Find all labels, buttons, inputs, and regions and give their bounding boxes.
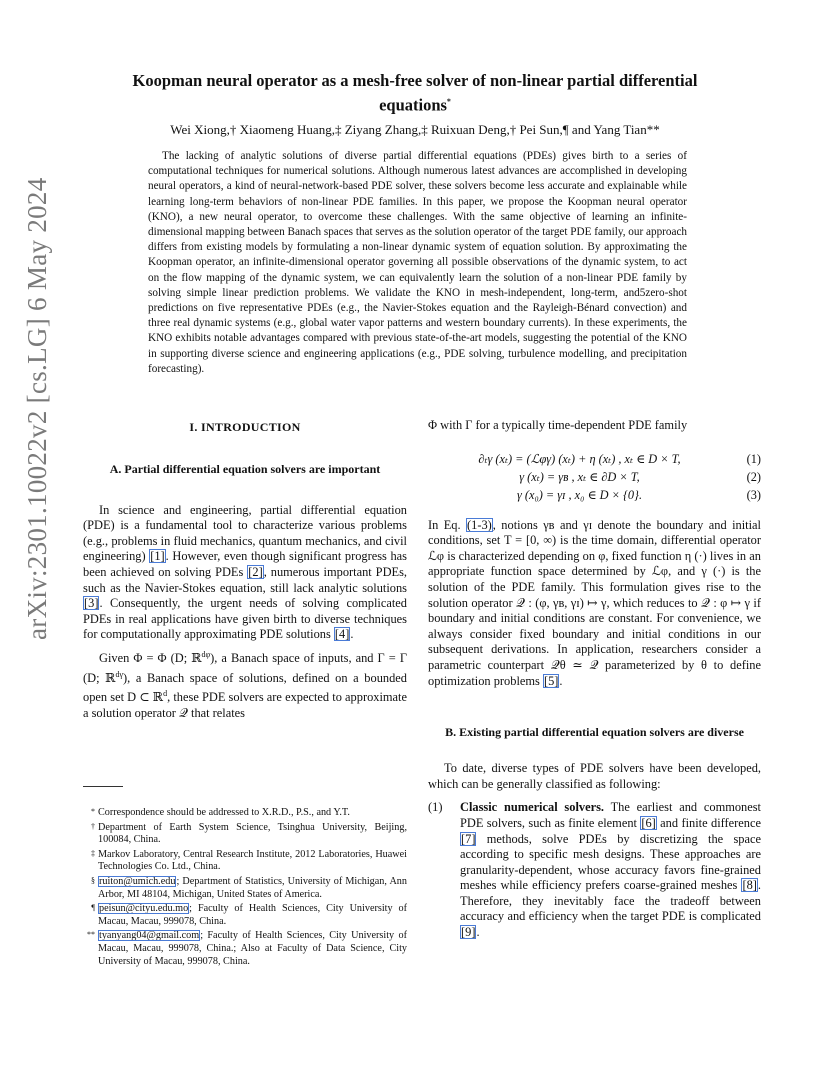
citation-link[interactable]: [7] (461, 831, 476, 846)
arxiv-identifier: arXiv:2301.10022v2 [cs.LG] 6 May 2024 (22, 177, 52, 640)
equation-3: γ (x₀) = γɪ , x₀ ∈ D × {0}. (3) (516, 487, 761, 502)
email-link[interactable]: peisun@cityu.edu.mo (99, 903, 189, 915)
section-heading-introduction: I. INTRODUCTION (189, 420, 301, 434)
intro-paragraph-2: Given Φ = Φ (D; ℝ$^{d\varphi}$), a Banach space of inputs, and Γ = Γ (D; ℝ$^{d\gamma}$), a Banach space of solutions, defined on a bounded open set D ⊂ ℝ$^d$, these PDE solvers are expected to approximate a solution operator 𝒬 that relates (83, 649, 407, 721)
footnote-rule (83, 786, 123, 787)
intro-paragraph-1: In science and engineering, partial differential equation (PDE) is a fundamental tool to characterize various problems (e.g., problems in fluid mechanics, quantum mechanics, and civil engineering) [1]. However, even though significant progress has been achieved on solving PDEs [2], numerous important PDEs, such as the Navier-Stokes equation, still lack analytic solutions [3]. Consequently, the urgent needs of solving complicated PDEs in real applications have given birth to diverse techniques for computationally approximating PDE solutions [4]. (83, 502, 408, 642)
equation-explanation-paragraph: In Eq. (1-3), notions γʙ and γɪ denote the boundary and initial conditions, set T = [0, ∞) is the time domain, differential operator ℒφ is characterized depending on φ, fixed function η (·) lives in an appropriate function space determined by ℒφ, and γ (·) is the solution of the PDE family. This formulation gives rise to the solution operator 𝒬 : (φ, γʙ, γɪ) ↦ γ, which reduces to 𝒬 : φ ↦ γ if boundary and initial conditions are constant. For convenience, we always consider fixed boundary and initial conditions in our subsequent derivations. In application, researchers consider a parametric counterpart 𝒬θ ≃ 𝒬 parameterized by θ to define optimization problems [5]. (428, 517, 761, 688)
right-column (428, 418, 761, 941)
equation-ref-link[interactable]: (1-3) (467, 517, 492, 532)
footnote: ** tyanyang04@gmail.com; Faculty of Health Sciences, City University of Macau, Macau, 999078, China.; Also at Faculty of Data Science, City University of Macau, 999078, China. (87, 930, 407, 967)
citation-link[interactable]: [1] (150, 549, 165, 564)
author-list: Wei Xiong,† Xiaomeng Huang,‡ Ziyang Zhang,‡ Ruixuan Deng,† Pei Sun,¶ and Yang Tian** (170, 122, 660, 137)
citation-link[interactable]: [5] (543, 673, 559, 688)
title-footnote-mark[interactable]: * (446, 97, 451, 106)
subsection-heading-a: A. Partial differential equation solvers are important (109, 461, 381, 476)
abstract: The lacking of analytic solutions of diverse partial differential equations (PDEs) gives birth to a series of computational techniques for numerical solutions. Although numerous latest advances are accomplished in developing neural operators, a kind of neural-network-based PDE solver, these solvers become less accurate and explainable while learning long-term behaviors of non-linear PDE families. In this paper, we propose the Koopman neural operator (KNO), a new neural operator, to overcome these challenges. With the same objective of learning an infinite-dimensional mapping between Banach spaces that serves as the solution operator of the target PDE family, our approach differs from existing models by formulating a non-linear dynamic system of equation solution. By approximating the Koopman operator, an infinite-dimensional operator governing all possible observations of the dynamic system, to act on the flow mapping of the dynamic system, we can equivalently learn the solution of a non-linear PDE family by solving simple linear prediction problems. We validate the KNO in mesh-independent, long-term, and5zero-shot predictions on five representative PDEs (e.g., the Navier-Stokes equation and the Rayleigh-Bénard convection) and three real dynamic systems (e.g., global water vapor patterns and western boundary currents). In these experiments, the KNO exhibits notable advantages compared with previous state-of-the-art models, suggesting the potential of the KNO in supporting diverse science and engineering applications (e.g., PDE solving, turbulence modelling, and precipitation forecasting). (148, 150, 688, 375)
paper-title (90, 70, 740, 116)
equation-2: γ (xₜ) = γʙ , xₜ ∈ ∂D × T, (2) (519, 469, 761, 484)
footnote: § ruiton@umich.edu; Department of Statistics, University of Michigan, Ann Arbor, MI 48104, Michigan, United States of America. (91, 875, 407, 900)
citation-link[interactable]: [6] (641, 815, 656, 830)
citation-link[interactable]: [8] (742, 878, 757, 893)
list-item (428, 800, 761, 940)
footnote: * Correspondence should be addressed to X.R.D., P.S., and Y.T. (91, 807, 350, 818)
footnote: ¶ peisun@cityu.edu.mo; Faculty of Health Sciences, City University of Macau, Macau, 999078, China. (91, 903, 407, 927)
equation-block (428, 450, 761, 504)
email-link[interactable]: ruiton@umich.edu (99, 875, 176, 887)
subsection-heading-b: B. Existing partial differential equation solvers are diverse (445, 725, 744, 740)
list-item-label: (1) (428, 800, 443, 815)
footnote: ‡ Markov Laboratory, Central Research Institute, 2012 Laboratories, Huawei Technologies Co. Ltd., China. (91, 848, 407, 873)
title-line-1: Koopman neural operator as a mesh-free solver of non-linear partial differential (132, 71, 698, 90)
citation-link[interactable]: [9] (461, 925, 476, 940)
left-column (83, 418, 407, 722)
citation-link[interactable]: [3] (84, 596, 99, 611)
citation-link[interactable]: [2] (248, 564, 263, 579)
list-item-body: Classic numerical solvers. The earliest and commonest PDE solvers, such as finite element [6] and finite difference [7] methods, solve PDEs by discretizing the space according to specific mesh designs. These approaches are granularity-dependent, whose accuracy favors fine-grained meshes while efficiency prefers coarse-grained meshes [8]. Therefore, they inevitably face the tradeoff between accuracy and efficiency when the target PDE is complicated [9]. (460, 800, 761, 940)
equation-intro: Φ with Γ for a typically time-dependent PDE family (428, 418, 688, 432)
title-line-2: equations (379, 95, 447, 115)
citation-link[interactable]: [4] (334, 627, 350, 642)
footnotes (83, 807, 407, 970)
footnote: † Department of Earth System Science, Tsinghua University, Beijing, 100084, China. (91, 821, 407, 846)
solvers-paragraph: To date, diverse types of PDE solvers have been developed, which can be generally classified as following: (428, 761, 761, 791)
email-link[interactable]: tyanyang04@gmail.com (99, 930, 200, 942)
equation-1: ∂ₜγ (xₜ) = (ℒφγ) (xₜ) + η (xₜ) , xₜ ∈ D × T, (1) (478, 451, 761, 466)
